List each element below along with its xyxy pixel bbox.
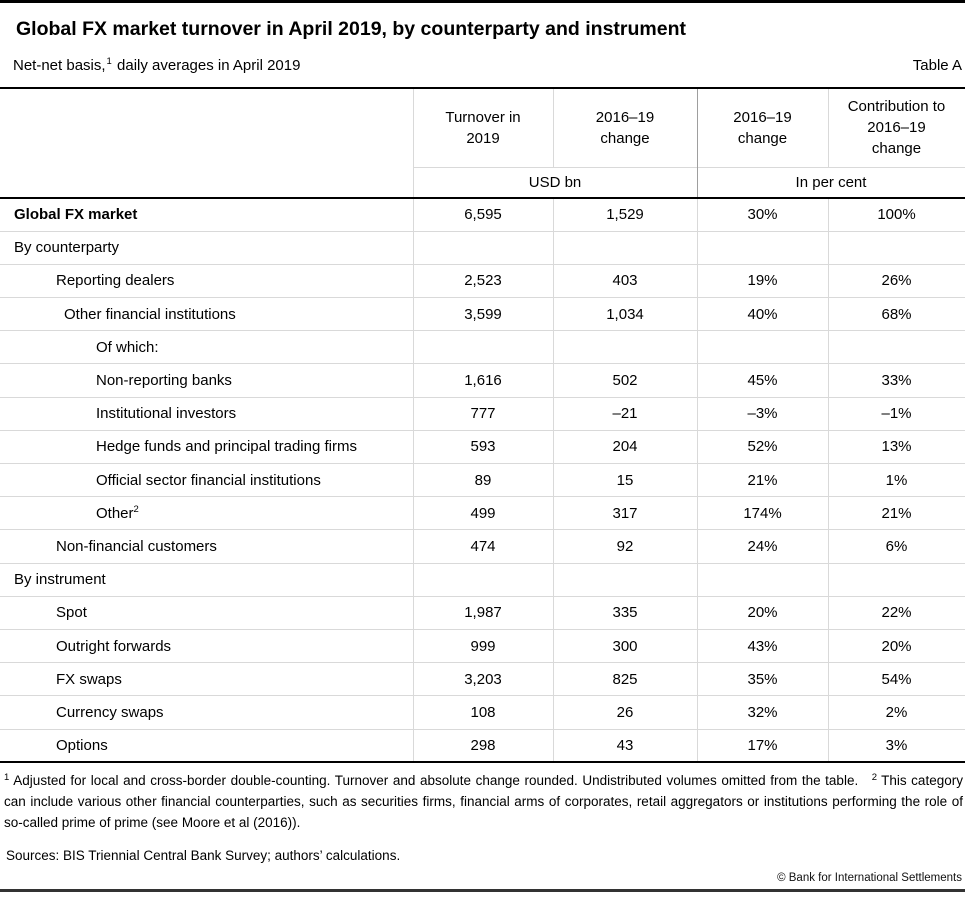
footnote-marker-1: 1 [4, 771, 10, 783]
table-row [0, 729, 965, 762]
cell-value: 335 [553, 596, 697, 629]
cell-value: 825 [553, 663, 697, 696]
unit-header-usd: USD bn [413, 167, 697, 198]
row-label: Institutional investors [0, 397, 413, 430]
cell-value [413, 231, 553, 264]
cell-value: 108 [413, 696, 553, 729]
cell-value: 21% [828, 497, 965, 530]
cell-value: 20% [828, 629, 965, 662]
table-row [0, 231, 965, 264]
cell-value: 593 [413, 430, 553, 463]
cell-value: 100% [828, 198, 965, 231]
table-row [0, 430, 965, 463]
cell-value: 13% [828, 430, 965, 463]
cell-value [697, 331, 828, 364]
cell-value: 999 [413, 629, 553, 662]
cell-value: 54% [828, 663, 965, 696]
cell-value: 26 [553, 696, 697, 729]
row-label: Other$^2$ [0, 497, 413, 530]
cell-value: 2% [828, 696, 965, 729]
cell-value: –3% [697, 397, 828, 430]
table-row [0, 364, 965, 397]
row-label: Non-financial customers [0, 530, 413, 563]
cell-value: 24% [697, 530, 828, 563]
table-row [0, 663, 965, 696]
cell-value: 1,616 [413, 364, 553, 397]
cell-value: 26% [828, 264, 965, 297]
cell-value: 1,987 [413, 596, 553, 629]
cell-value: 204 [553, 430, 697, 463]
subtitle-row [0, 57, 965, 74]
footnote-marker-2: 2 [871, 771, 878, 783]
row-label: Hedge funds and principal trading firms [0, 430, 413, 463]
unit-header-percent: In per cent [697, 167, 965, 198]
column-header-change-abs: 2016–19 change [553, 89, 697, 167]
row-label: By instrument [0, 563, 413, 596]
row-label: Global FX market [0, 198, 413, 231]
row-label: Other financial institutions [0, 298, 413, 331]
table-row [0, 464, 965, 497]
cell-value: 298 [413, 729, 553, 762]
table-row [0, 497, 965, 530]
table-row [0, 696, 965, 729]
cell-value: 21% [697, 464, 828, 497]
cell-value [828, 231, 965, 264]
cell-value [553, 563, 697, 596]
cell-value: 300 [553, 629, 697, 662]
cell-value: 474 [413, 530, 553, 563]
cell-value: 1% [828, 464, 965, 497]
cell-value [553, 231, 697, 264]
units-row-label-cell [0, 167, 413, 198]
row-label: Outright forwards [0, 629, 413, 662]
cell-value: 35% [697, 663, 828, 696]
cell-value: 19% [697, 264, 828, 297]
table-row [0, 397, 965, 430]
table-label: Table A [912, 57, 962, 74]
footnote-text-2: This category can include various other financial counterparties, such as securities firms, financial arms of corporates, retail aggregators or institutions performing the role of so-called prime of prime (see Moore et al (2016)). [4, 773, 963, 831]
row-label: Of which: [0, 331, 413, 364]
cell-value: 1,529 [553, 198, 697, 231]
table-body [0, 198, 965, 762]
cell-value [413, 331, 553, 364]
table-row [0, 264, 965, 297]
row-label: Options [0, 729, 413, 762]
row-label: Reporting dealers [0, 264, 413, 297]
cell-value: 174% [697, 497, 828, 530]
top-rule [0, 0, 965, 3]
subtitle: Net-net basis,$^1$ daily averages in April 2019 [13, 56, 301, 74]
cell-value: 1,034 [553, 298, 697, 331]
row-label: Spot [0, 596, 413, 629]
cell-value [828, 563, 965, 596]
cell-value: 502 [553, 364, 697, 397]
cell-value: 17% [697, 729, 828, 762]
fx-turnover-table [0, 89, 965, 763]
bottom-rule [0, 889, 965, 892]
cell-value: 22% [828, 596, 965, 629]
cell-value: –1% [828, 397, 965, 430]
cell-value: 52% [697, 430, 828, 463]
cell-value: 30% [697, 198, 828, 231]
row-label: Currency swaps [0, 696, 413, 729]
cell-value: –21 [553, 397, 697, 430]
cell-value: 43 [553, 729, 697, 762]
cell-value: 2,523 [413, 264, 553, 297]
cell-value: 20% [697, 596, 828, 629]
table-header [0, 89, 965, 198]
row-label: Official sector financial institutions [0, 464, 413, 497]
cell-value [697, 563, 828, 596]
footnote-marker-2: 2 [133, 503, 139, 515]
cell-value: 40% [697, 298, 828, 331]
cell-value: 68% [828, 298, 965, 331]
column-header-change-pct: 2016–19 change [697, 89, 828, 167]
row-label: FX swaps [0, 663, 413, 696]
cell-value: 32% [697, 696, 828, 729]
table-row [0, 596, 965, 629]
cell-value: 3,599 [413, 298, 553, 331]
cell-value: 403 [553, 264, 697, 297]
table-row [0, 563, 965, 596]
cell-value: 3% [828, 729, 965, 762]
cell-value: 15 [553, 464, 697, 497]
units-row [0, 167, 965, 198]
copyright-line: © Bank for International Settlements [777, 872, 962, 885]
table-row [0, 530, 965, 563]
column-header-row [0, 89, 965, 167]
cell-value [553, 331, 697, 364]
table-row [0, 331, 965, 364]
cell-value [697, 231, 828, 264]
sources-line: Sources: BIS Triennial Central Bank Survey; authors’ calculations. [6, 848, 401, 864]
cell-value: 6,595 [413, 198, 553, 231]
cell-value: 6% [828, 530, 965, 563]
cell-value: 89 [413, 464, 553, 497]
column-header-contribution: Contribution to 2016–19 change [828, 89, 965, 167]
footnotes [4, 770, 963, 833]
cell-value: 92 [553, 530, 697, 563]
row-label-header [0, 89, 413, 167]
cell-value: 777 [413, 397, 553, 430]
cell-value [413, 563, 553, 596]
table-row [0, 198, 965, 231]
footnote-marker-1: 1 [106, 56, 112, 67]
column-header-turnover: Turnover in 2019 [413, 89, 553, 167]
cell-value [828, 331, 965, 364]
footnote-text-1: Adjusted for local and cross-border double-counting. Turnover and absolute change rounded. Undistributed volumes omitted from the table. [13, 773, 859, 789]
table-row [0, 298, 965, 331]
page-title: Global FX market turnover in April 2019, by counterparty and instrument [16, 18, 687, 40]
row-label: By counterparty [0, 231, 413, 264]
cell-value: 43% [697, 629, 828, 662]
cell-value: 3,203 [413, 663, 553, 696]
cell-value: 317 [553, 497, 697, 530]
table-row [0, 629, 965, 662]
cell-value: 45% [697, 364, 828, 397]
cell-value: 33% [828, 364, 965, 397]
cell-value: 499 [413, 497, 553, 530]
row-label: Non-reporting banks [0, 364, 413, 397]
